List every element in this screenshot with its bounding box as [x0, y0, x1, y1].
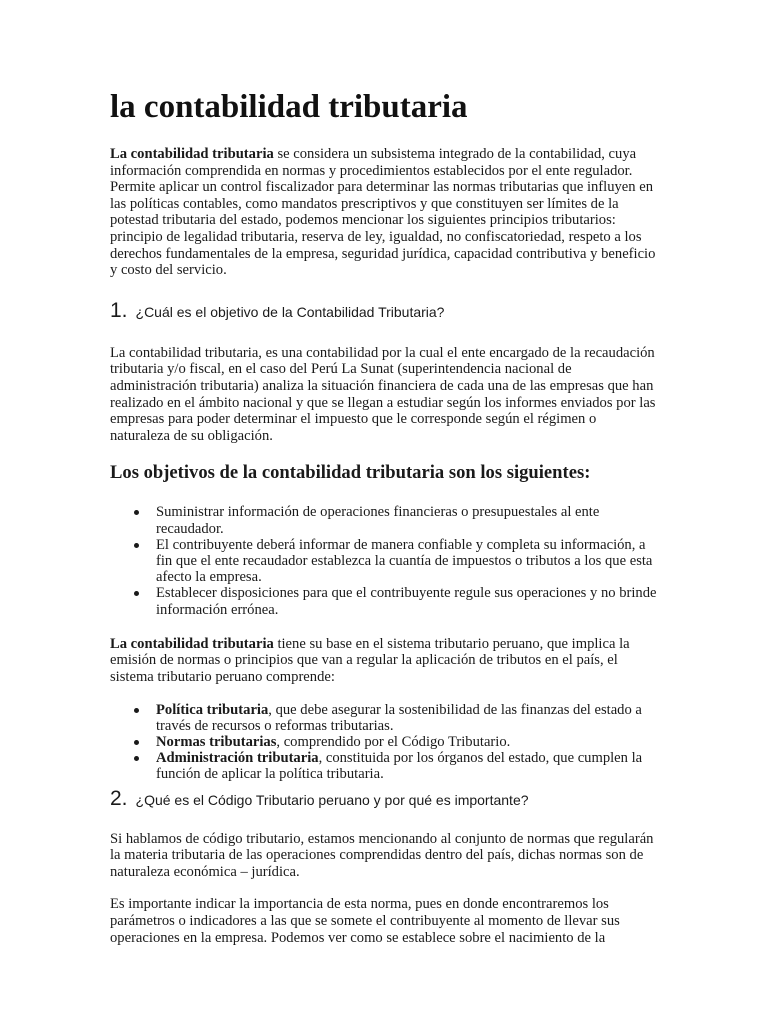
objectives-list [110, 504, 658, 617]
question-2-number: 2. [110, 786, 128, 810]
list-item [156, 702, 658, 734]
list-item [156, 734, 658, 750]
answer-1-paragraph: La contabilidad tributaria, es una contabilidad por la cual el ente encargado de la recaudación tributaria y/o fiscal, en el caso del Perú La Sunat (superintendencia nacional de administración tributaria) analiza la situación financiera de cada una de las empresas que han realizado en el ámbito nacional y que se llegan a estudiar según los informes enviados por las empresas para poder determinar el impuesto que le corresponde según el régimen o naturaleza de su obligación. [110, 344, 656, 444]
component-term: Normas tributarias [156, 733, 277, 750]
system-text: tiene su base en el sistema tributario peruano, que implica la emisión de normas o principios que van a regular la aplicación de tributos en el país, el sistema tributario peruano comprende: [110, 635, 630, 685]
question-2-text: ¿Qué es el Código Tributario peruano y por qué es importante? [135, 791, 529, 808]
system-paragraph [110, 636, 658, 686]
component-desc: , que debe asegurar la sostenibilidad de las finanzas del estado a través de recursos o reformas tributarias. [156, 701, 642, 734]
intro-bold-term: La contabilidad tributaria [110, 146, 274, 162]
list-item: El contribuyente deberá informar de manera confiable y completa su información, a fin que el ente recaudador establezca la cuantía de impuestos o tributos a los que esta afecto la empresa. [156, 537, 658, 586]
question-1-number: 1. [110, 298, 128, 322]
component-desc: , comprendido por el Código Tributario. [276, 733, 511, 750]
component-desc: , constituida por los órganos del estado, que cumplen la función de aplicar la política tributaria. [156, 750, 643, 783]
list-item [156, 750, 658, 782]
question-1-heading [110, 299, 658, 323]
page-title: la contabilidad tributaria [110, 89, 468, 125]
list-item: Establecer disposiciones para que el contribuyente regule sus operaciones y no brinde información errónea. [156, 585, 657, 618]
objectives-heading: Los objetivos de la contabilidad tributaria son los siguientes: [110, 462, 591, 484]
question-1-text: ¿Cuál es el objetivo de la Contabilidad Tributaria? [135, 303, 445, 320]
intro-paragraph [110, 146, 658, 279]
question-2-heading [110, 787, 658, 811]
document-page [110, 88, 658, 946]
component-term: Administración tributaria [156, 750, 319, 767]
components-list [110, 702, 658, 783]
intro-text: se considera un subsistema integrado de la contabilidad, cuya información comprendida en normas y procedimientos establecidos por el ente regulador. Permite aplicar un control fiscalizador para determinar las normas tributarias que influyen en las políticas contables, como mandatos prescriptivos y que constituyen ser límites de la potestad tributaria del estado, podemos mencionar los siguientes principios tributarios: principio de legalidad tributaria, reserva de ley, igualdad, no confiscatoriedad, respeto a los derechos fundamentales de la empresa, seguridad jurídica, capacidad contributiva y beneficio y costo del servicio. [110, 146, 656, 279]
answer-2b-paragraph: Es importante indicar la importancia de esta norma, pues en donde encontraremos los parámetros o indicadores a las que se somete el contribuyente al momento de llevar sus operaciones en la empresa. Podemos ver como se establece sobre el nacimiento de la [110, 896, 620, 946]
answer-2a-paragraph: Si hablamos de código tributario, estamos mencionando al conjunto de normas que regularán la materia tributaria de las operaciones comprendidas dentro del país, dichas normas son de naturaleza económica – jurídica. [110, 830, 654, 880]
list-item: Suministrar información de operaciones financieras o presupuestales al ente recaudador. [156, 504, 658, 536]
component-term: Política tributaria [156, 701, 269, 718]
system-bold-term: La contabilidad tributaria [110, 635, 274, 652]
